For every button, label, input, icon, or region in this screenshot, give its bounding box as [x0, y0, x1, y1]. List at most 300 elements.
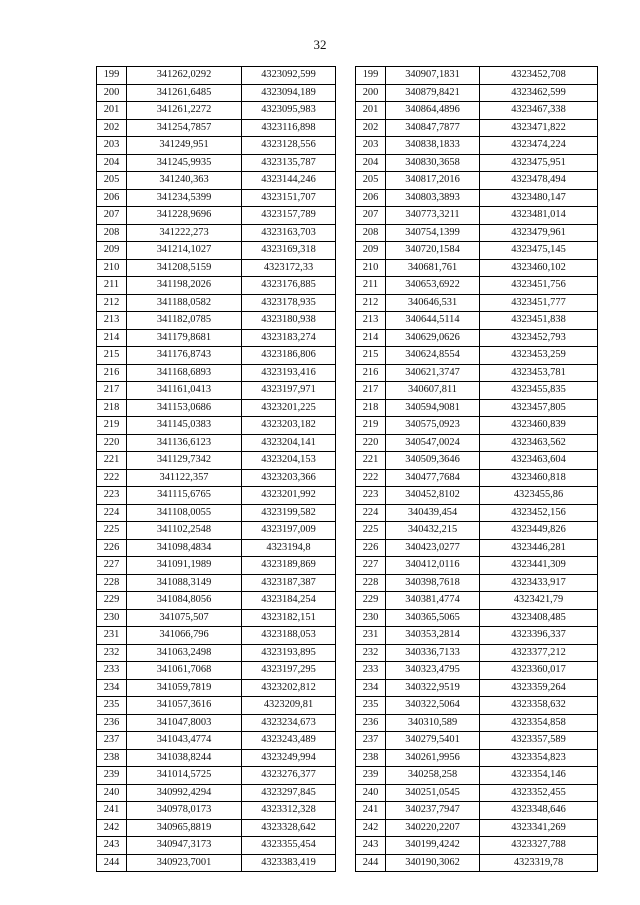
x-coordinate-cell: 340322,5064	[386, 697, 480, 715]
x-coordinate-cell: 340720,1584	[386, 242, 480, 260]
point-number-cell: 203	[356, 137, 386, 155]
y-coordinate-cell: 4323172,33	[242, 259, 336, 277]
table-row	[97, 714, 336, 732]
point-number-cell: 236	[97, 714, 127, 732]
x-coordinate-cell: 341198,2026	[127, 277, 242, 295]
x-coordinate-cell: 340621,3747	[386, 364, 480, 382]
table-row	[97, 469, 336, 487]
y-coordinate-cell: 4323180,938	[242, 312, 336, 330]
table-row	[97, 189, 336, 207]
x-coordinate-cell: 340644,5114	[386, 312, 480, 330]
x-coordinate-cell: 341234,5399	[127, 189, 242, 207]
point-number-cell: 220	[97, 434, 127, 452]
x-coordinate-cell: 340754,1399	[386, 224, 480, 242]
point-number-cell: 215	[356, 347, 386, 365]
table-row	[356, 207, 598, 225]
table-row	[356, 819, 598, 837]
x-coordinate-cell: 341129,7342	[127, 452, 242, 470]
table-row	[356, 837, 598, 855]
y-coordinate-cell: 4323475,145	[480, 242, 598, 260]
x-coordinate-cell: 341182,0785	[127, 312, 242, 330]
y-coordinate-cell: 4323092,599	[242, 67, 336, 85]
table-row	[97, 207, 336, 225]
table-row	[356, 767, 598, 785]
point-number-cell: 205	[97, 172, 127, 190]
x-coordinate-cell: 340847,7877	[386, 119, 480, 137]
y-coordinate-cell: 4323408,485	[480, 609, 598, 627]
x-coordinate-cell: 341222,273	[127, 224, 242, 242]
y-coordinate-cell: 4323358,632	[480, 697, 598, 715]
x-coordinate-cell: 341122,357	[127, 469, 242, 487]
x-coordinate-cell: 341254,7857	[127, 119, 242, 137]
x-coordinate-cell: 341014,5725	[127, 767, 242, 785]
point-number-cell: 211	[356, 277, 386, 295]
table-row	[97, 592, 336, 610]
x-coordinate-cell: 341066,796	[127, 627, 242, 645]
point-number-cell: 218	[356, 399, 386, 417]
y-coordinate-cell: 4323449,826	[480, 522, 598, 540]
table-row	[97, 837, 336, 855]
point-number-cell: 211	[97, 277, 127, 295]
point-number-cell: 223	[97, 487, 127, 505]
table-row	[97, 277, 336, 295]
y-coordinate-cell: 4323182,151	[242, 609, 336, 627]
point-number-cell: 238	[356, 749, 386, 767]
table-row	[356, 539, 598, 557]
point-number-cell: 236	[356, 714, 386, 732]
point-number-cell: 215	[97, 347, 127, 365]
y-coordinate-cell: 4323460,839	[480, 417, 598, 435]
point-number-cell: 243	[97, 837, 127, 855]
table-row	[356, 434, 598, 452]
point-number-cell: 240	[356, 784, 386, 802]
x-coordinate-cell: 340477,7684	[386, 469, 480, 487]
point-number-cell: 221	[97, 452, 127, 470]
x-coordinate-cell: 340681,761	[386, 259, 480, 277]
x-coordinate-cell: 341214,1027	[127, 242, 242, 260]
y-coordinate-cell: 4323481,014	[480, 207, 598, 225]
table-row	[356, 714, 598, 732]
point-number-cell: 206	[97, 189, 127, 207]
point-number-cell: 231	[356, 627, 386, 645]
point-number-cell: 219	[97, 417, 127, 435]
point-number-cell: 209	[97, 242, 127, 260]
table-row	[356, 574, 598, 592]
y-coordinate-cell: 4323452,793	[480, 329, 598, 347]
point-number-cell: 217	[356, 382, 386, 400]
y-coordinate-cell: 4323475,951	[480, 154, 598, 172]
x-coordinate-cell: 340773,3211	[386, 207, 480, 225]
x-coordinate-cell: 340251,0545	[386, 784, 480, 802]
y-coordinate-cell: 4323451,777	[480, 294, 598, 312]
x-coordinate-cell: 341245,9935	[127, 154, 242, 172]
y-coordinate-cell: 4323135,787	[242, 154, 336, 172]
x-coordinate-cell: 341102,2548	[127, 522, 242, 540]
y-coordinate-cell: 4323433,917	[480, 574, 598, 592]
table-row	[97, 172, 336, 190]
table-row	[356, 277, 598, 295]
table-row	[356, 522, 598, 540]
table-row	[356, 697, 598, 715]
y-coordinate-cell: 4323249,994	[242, 749, 336, 767]
x-coordinate-cell: 340412,0116	[386, 557, 480, 575]
x-coordinate-cell: 340279,5401	[386, 732, 480, 750]
x-coordinate-cell: 341168,6893	[127, 364, 242, 382]
table-row	[356, 154, 598, 172]
point-number-cell: 237	[356, 732, 386, 750]
point-number-cell: 210	[356, 259, 386, 277]
y-coordinate-cell: 4323319,78	[480, 854, 598, 872]
x-coordinate-cell: 340310,589	[386, 714, 480, 732]
y-coordinate-cell: 4323193,895	[242, 644, 336, 662]
x-coordinate-cell: 340817,2016	[386, 172, 480, 190]
point-number-cell: 239	[97, 767, 127, 785]
x-coordinate-cell: 340509,3646	[386, 452, 480, 470]
table-row	[97, 347, 336, 365]
y-coordinate-cell: 4323176,885	[242, 277, 336, 295]
point-number-cell: 224	[97, 504, 127, 522]
point-number-cell: 243	[356, 837, 386, 855]
y-coordinate-cell: 4323453,259	[480, 347, 598, 365]
y-coordinate-cell: 4323201,992	[242, 487, 336, 505]
y-coordinate-cell: 4323383,419	[242, 854, 336, 872]
y-coordinate-cell: 4323202,812	[242, 679, 336, 697]
y-coordinate-cell: 4323452,708	[480, 67, 598, 85]
point-number-cell: 233	[356, 662, 386, 680]
table-row	[97, 452, 336, 470]
point-number-cell: 234	[356, 679, 386, 697]
y-coordinate-cell: 4323341,269	[480, 819, 598, 837]
table-row	[356, 557, 598, 575]
point-number-cell: 235	[97, 697, 127, 715]
table-row	[356, 224, 598, 242]
point-number-cell: 214	[356, 329, 386, 347]
table-row	[356, 644, 598, 662]
y-coordinate-cell: 4323474,224	[480, 137, 598, 155]
y-coordinate-cell: 4323396,337	[480, 627, 598, 645]
point-number-cell: 225	[356, 522, 386, 540]
table-row	[356, 784, 598, 802]
table-row	[97, 504, 336, 522]
x-coordinate-cell: 340992,4294	[127, 784, 242, 802]
point-number-cell: 209	[356, 242, 386, 260]
point-number-cell: 237	[97, 732, 127, 750]
point-number-cell: 234	[97, 679, 127, 697]
table-row	[356, 504, 598, 522]
x-coordinate-cell: 341188,0582	[127, 294, 242, 312]
table-row	[97, 224, 336, 242]
x-coordinate-cell: 341088,3149	[127, 574, 242, 592]
table-row	[356, 627, 598, 645]
x-coordinate-cell: 340258,258	[386, 767, 480, 785]
table-row	[97, 819, 336, 837]
coordinates-table-right	[355, 66, 598, 872]
table-row	[97, 417, 336, 435]
y-coordinate-cell: 4323354,858	[480, 714, 598, 732]
y-coordinate-cell: 4323446,281	[480, 539, 598, 557]
x-coordinate-cell: 340653,6922	[386, 277, 480, 295]
point-number-cell: 199	[356, 67, 386, 85]
table-row	[97, 364, 336, 382]
x-coordinate-cell: 340864,4896	[386, 102, 480, 120]
x-coordinate-cell: 340439,454	[386, 504, 480, 522]
point-number-cell: 201	[356, 102, 386, 120]
x-coordinate-cell: 341136,6123	[127, 434, 242, 452]
x-coordinate-cell: 340323,4795	[386, 662, 480, 680]
table-row	[356, 732, 598, 750]
y-coordinate-cell: 4323478,494	[480, 172, 598, 190]
x-coordinate-cell: 340365,5065	[386, 609, 480, 627]
point-number-cell: 235	[356, 697, 386, 715]
y-coordinate-cell: 4323276,377	[242, 767, 336, 785]
y-coordinate-cell: 4323169,318	[242, 242, 336, 260]
y-coordinate-cell: 4323234,673	[242, 714, 336, 732]
point-number-cell: 216	[97, 364, 127, 382]
point-number-cell: 223	[356, 487, 386, 505]
point-number-cell: 208	[97, 224, 127, 242]
table-row	[356, 469, 598, 487]
table-row	[356, 119, 598, 137]
x-coordinate-cell: 340803,3893	[386, 189, 480, 207]
y-coordinate-cell: 4323357,589	[480, 732, 598, 750]
point-number-cell: 244	[356, 854, 386, 872]
point-number-cell: 214	[97, 329, 127, 347]
y-coordinate-cell: 4323157,789	[242, 207, 336, 225]
x-coordinate-cell: 341240,363	[127, 172, 242, 190]
x-coordinate-cell: 341176,8743	[127, 347, 242, 365]
x-coordinate-cell: 340575,0923	[386, 417, 480, 435]
y-coordinate-cell: 4323184,254	[242, 592, 336, 610]
x-coordinate-cell: 340336,7133	[386, 644, 480, 662]
y-coordinate-cell: 4323128,556	[242, 137, 336, 155]
y-coordinate-cell: 4323327,788	[480, 837, 598, 855]
x-coordinate-cell: 341115,6765	[127, 487, 242, 505]
x-coordinate-cell: 341075,507	[127, 609, 242, 627]
table-row	[97, 84, 336, 102]
point-number-cell: 202	[97, 119, 127, 137]
table-row	[356, 417, 598, 435]
point-number-cell: 226	[356, 539, 386, 557]
table-row	[97, 382, 336, 400]
point-number-cell: 242	[97, 819, 127, 837]
y-coordinate-cell: 4323441,309	[480, 557, 598, 575]
y-coordinate-cell: 4323194,8	[242, 539, 336, 557]
table-row	[97, 312, 336, 330]
point-number-cell: 228	[356, 574, 386, 592]
x-coordinate-cell: 340629,0626	[386, 329, 480, 347]
point-number-cell: 231	[97, 627, 127, 645]
table-row	[356, 802, 598, 820]
y-coordinate-cell: 4323197,971	[242, 382, 336, 400]
x-coordinate-cell: 340624,8554	[386, 347, 480, 365]
point-number-cell: 213	[356, 312, 386, 330]
x-coordinate-cell: 341061,7068	[127, 662, 242, 680]
table-row	[97, 329, 336, 347]
table-row	[356, 84, 598, 102]
x-coordinate-cell: 340646,531	[386, 294, 480, 312]
y-coordinate-cell: 4323354,146	[480, 767, 598, 785]
point-number-cell: 200	[97, 84, 127, 102]
y-coordinate-cell: 4323178,935	[242, 294, 336, 312]
y-coordinate-cell: 4323453,781	[480, 364, 598, 382]
table-row	[97, 609, 336, 627]
table-row	[356, 487, 598, 505]
table-row	[97, 627, 336, 645]
y-coordinate-cell: 4323197,295	[242, 662, 336, 680]
x-coordinate-cell: 341059,7819	[127, 679, 242, 697]
point-number-cell: 225	[97, 522, 127, 540]
x-coordinate-cell: 341108,0055	[127, 504, 242, 522]
point-number-cell: 227	[97, 557, 127, 575]
y-coordinate-cell: 4323377,212	[480, 644, 598, 662]
y-coordinate-cell: 4323094,189	[242, 84, 336, 102]
point-number-cell: 232	[356, 644, 386, 662]
x-coordinate-cell: 341228,9696	[127, 207, 242, 225]
table-row	[97, 557, 336, 575]
point-number-cell: 217	[97, 382, 127, 400]
table-row	[97, 67, 336, 85]
y-coordinate-cell: 4323455,835	[480, 382, 598, 400]
point-number-cell: 218	[97, 399, 127, 417]
y-coordinate-cell: 4323201,225	[242, 399, 336, 417]
y-coordinate-cell: 4323188,053	[242, 627, 336, 645]
point-number-cell: 208	[356, 224, 386, 242]
x-coordinate-cell: 340381,4774	[386, 592, 480, 610]
y-coordinate-cell: 4323095,983	[242, 102, 336, 120]
point-number-cell: 229	[97, 592, 127, 610]
point-number-cell: 242	[356, 819, 386, 837]
y-coordinate-cell: 4323186,806	[242, 347, 336, 365]
y-coordinate-cell: 4323204,153	[242, 452, 336, 470]
y-coordinate-cell: 4323451,838	[480, 312, 598, 330]
table-row	[356, 609, 598, 627]
y-coordinate-cell: 4323204,141	[242, 434, 336, 452]
table-row	[97, 399, 336, 417]
table-row	[356, 294, 598, 312]
x-coordinate-cell: 340423,0277	[386, 539, 480, 557]
point-number-cell: 240	[97, 784, 127, 802]
table-row	[356, 329, 598, 347]
x-coordinate-cell: 340432,215	[386, 522, 480, 540]
x-coordinate-cell: 341179,8681	[127, 329, 242, 347]
y-coordinate-cell: 4323455,86	[480, 487, 598, 505]
y-coordinate-cell: 4323460,818	[480, 469, 598, 487]
table-row	[97, 119, 336, 137]
point-number-cell: 227	[356, 557, 386, 575]
point-number-cell: 210	[97, 259, 127, 277]
table-row	[356, 749, 598, 767]
y-coordinate-cell: 4323479,961	[480, 224, 598, 242]
point-number-cell: 212	[97, 294, 127, 312]
y-coordinate-cell: 4323163,703	[242, 224, 336, 242]
y-coordinate-cell: 4323457,805	[480, 399, 598, 417]
table-row	[97, 294, 336, 312]
x-coordinate-cell: 340978,0173	[127, 802, 242, 820]
table-row	[97, 434, 336, 452]
x-coordinate-cell: 340353,2814	[386, 627, 480, 645]
y-coordinate-cell: 4323328,642	[242, 819, 336, 837]
point-number-cell: 216	[356, 364, 386, 382]
point-number-cell: 213	[97, 312, 127, 330]
table-row	[356, 679, 598, 697]
table-row	[356, 662, 598, 680]
point-number-cell: 203	[97, 137, 127, 155]
x-coordinate-cell: 340594,9081	[386, 399, 480, 417]
x-coordinate-cell: 341153,0686	[127, 399, 242, 417]
y-coordinate-cell: 4323452,156	[480, 504, 598, 522]
y-coordinate-cell: 4323144,246	[242, 172, 336, 190]
y-coordinate-cell: 4323421,79	[480, 592, 598, 610]
point-number-cell: 207	[356, 207, 386, 225]
table-row	[97, 749, 336, 767]
table-row	[356, 347, 598, 365]
point-number-cell: 241	[97, 802, 127, 820]
x-coordinate-cell: 340947,3173	[127, 837, 242, 855]
y-coordinate-cell: 4323480,147	[480, 189, 598, 207]
point-number-cell: 204	[97, 154, 127, 172]
table-row	[97, 487, 336, 505]
x-coordinate-cell: 341208,5159	[127, 259, 242, 277]
table-row	[97, 784, 336, 802]
table-row	[356, 312, 598, 330]
y-coordinate-cell: 4323203,366	[242, 469, 336, 487]
table-row	[356, 67, 598, 85]
y-coordinate-cell: 4323312,328	[242, 802, 336, 820]
table-row	[356, 259, 598, 277]
y-coordinate-cell: 4323359,264	[480, 679, 598, 697]
x-coordinate-cell: 341038,8244	[127, 749, 242, 767]
point-number-cell: 230	[356, 609, 386, 627]
point-number-cell: 226	[97, 539, 127, 557]
y-coordinate-cell: 4323451,756	[480, 277, 598, 295]
x-coordinate-cell: 340607,811	[386, 382, 480, 400]
point-number-cell: 224	[356, 504, 386, 522]
x-coordinate-cell: 340923,7001	[127, 854, 242, 872]
point-number-cell: 221	[356, 452, 386, 470]
table-row	[356, 189, 598, 207]
table-row	[356, 172, 598, 190]
table-row	[97, 767, 336, 785]
y-coordinate-cell: 4323460,102	[480, 259, 598, 277]
y-coordinate-cell: 4323203,182	[242, 417, 336, 435]
y-coordinate-cell: 4323243,489	[242, 732, 336, 750]
table-row	[97, 574, 336, 592]
table-row	[97, 679, 336, 697]
point-number-cell: 212	[356, 294, 386, 312]
y-coordinate-cell: 4323209,81	[242, 697, 336, 715]
point-number-cell: 230	[97, 609, 127, 627]
x-coordinate-cell: 340398,7618	[386, 574, 480, 592]
point-number-cell: 200	[356, 84, 386, 102]
table-row	[97, 259, 336, 277]
y-coordinate-cell: 4323189,869	[242, 557, 336, 575]
x-coordinate-cell: 340830,3658	[386, 154, 480, 172]
x-coordinate-cell: 340199,4242	[386, 837, 480, 855]
table-row	[356, 854, 598, 872]
y-coordinate-cell: 4323354,823	[480, 749, 598, 767]
x-coordinate-cell: 340907,1831	[386, 67, 480, 85]
x-coordinate-cell: 341091,1989	[127, 557, 242, 575]
y-coordinate-cell: 4323199,582	[242, 504, 336, 522]
table-row	[356, 382, 598, 400]
table-row	[97, 137, 336, 155]
point-number-cell: 205	[356, 172, 386, 190]
x-coordinate-cell: 341249,951	[127, 137, 242, 155]
table-row	[97, 697, 336, 715]
y-coordinate-cell: 4323360,017	[480, 662, 598, 680]
x-coordinate-cell: 341043,4774	[127, 732, 242, 750]
x-coordinate-cell: 341261,2272	[127, 102, 242, 120]
